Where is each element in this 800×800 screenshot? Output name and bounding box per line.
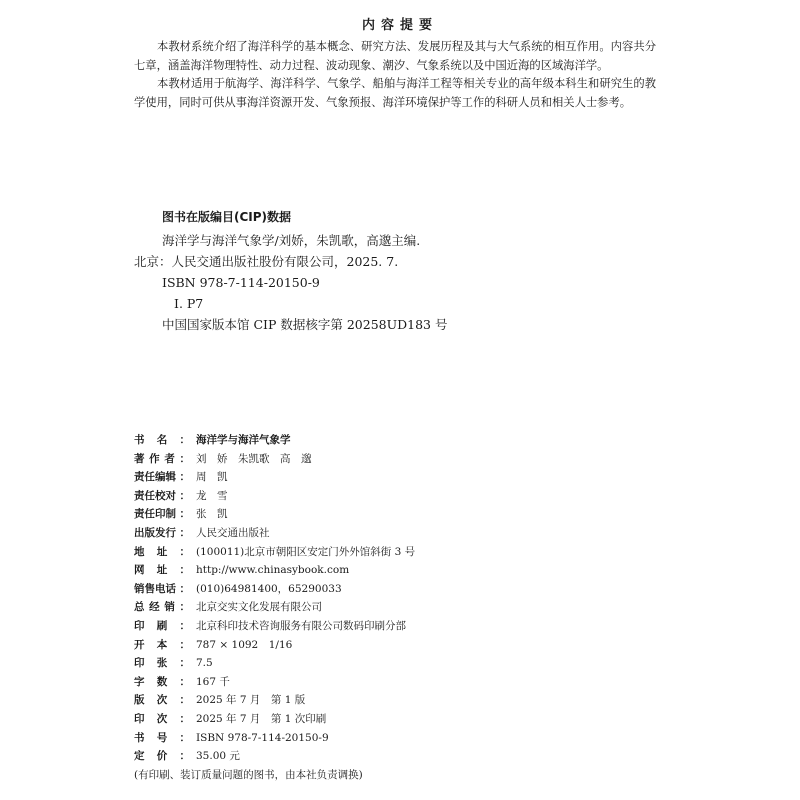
colophon-label: [134, 450, 192, 469]
cip-publisher-line: 北京：人民交通出版社股份有限公司，2025. 7.: [134, 254, 399, 269]
colophon-value: 海洋学与海洋气象学: [196, 434, 291, 446]
colophon-value: 7.5: [196, 657, 213, 670]
cip-isbn-line: ISBN 978-7-114-20150-9: [162, 275, 320, 290]
colophon-label: [134, 543, 192, 562]
cip-title-line: 海洋学与海洋气象学/刘娇，朱凯歌，高邈主编.: [162, 233, 421, 248]
colophon-label: [134, 487, 192, 506]
colophon-value: 周 凯: [196, 471, 228, 484]
colophon-label-part: 开: [134, 638, 145, 651]
colophon-label-part: 本: [156, 638, 168, 651]
colophon-label-part: 作: [149, 452, 160, 465]
colophon-row: [134, 561, 694, 580]
colophon-label-part: 刷: [156, 619, 168, 632]
colophon-label-colon: ：: [179, 619, 190, 632]
colophon-row: [134, 468, 694, 487]
colophon-row: [134, 729, 694, 748]
colophon-label: [134, 747, 192, 766]
colophon-value: 787 × 1092 1/16: [196, 638, 293, 651]
colophon-value: 北京科印技术咨询服务有限公司数码印刷分部: [196, 619, 406, 632]
colophon-label-part: 次: [156, 712, 168, 725]
colophon-label-colon: ：: [179, 712, 190, 725]
colophon: [134, 431, 694, 784]
quality-note: (有印刷、装订质量问题的图书，由本社负责调换): [134, 768, 363, 781]
colophon-value: 35.00 元: [196, 750, 240, 763]
colophon-label-part: 责任印制: [134, 508, 176, 521]
colophon-label-part: 址: [156, 564, 168, 577]
colophon-label: [134, 468, 192, 487]
colophon-value: (100011)北京市朝阳区安定门外外馆斜街 3 号: [196, 545, 416, 558]
colophon-label: [134, 710, 192, 729]
colophon-label-colon: ：: [179, 545, 190, 558]
summary-paragraph: 本教材系统介绍了海洋科学的基本概念、研究方法、发展历程及其与大气系统的相互作用。内容共分七章，涵盖海洋物理特性、动力过程、波动现象、潮汐、气象系统以及中国近海的区域海洋学。: [134, 40, 656, 72]
colophon-label-colon: ：: [179, 657, 190, 670]
colophon-row: [134, 710, 694, 729]
colophon-value: 2025 年 7 月 第 1 次印刷: [196, 712, 327, 725]
colophon-label: [134, 636, 192, 655]
colophon-label-part: 总: [134, 601, 145, 614]
summary-paragraph: 本教材适用于航海学、海洋科学、气象学、船舶与海洋工程等相关专业的高年级本科生和研究生的教学使用，同时可供从事海洋资源开发、气象预报、海洋环境保护等工作的科研人员和相关人士参考。: [134, 77, 656, 109]
colophon-label-part: 名: [156, 434, 168, 446]
colophon-value: (010)64981400，65290033: [196, 582, 342, 595]
colophon-row: [134, 617, 694, 636]
colophon-label-part: 销售电话: [134, 582, 176, 595]
colophon-label-colon: ：: [179, 434, 190, 446]
cip-data-block: [134, 230, 674, 335]
colophon-value: http://www.chinasybook.com: [196, 564, 350, 577]
colophon-label-colon: ：: [179, 452, 190, 465]
colophon-row: [134, 673, 694, 692]
colophon-label-part: 印: [134, 712, 145, 725]
colophon-label-part: 定: [134, 750, 145, 763]
colophon-label-colon: ：: [179, 638, 190, 651]
colophon-label: [134, 524, 192, 543]
summary-title: 内容提要: [361, 18, 438, 33]
colophon-label-colon: ：: [179, 471, 190, 484]
colophon-label-colon: ：: [179, 489, 190, 502]
colophon-row: [134, 636, 694, 655]
colophon-label-colon: ：: [179, 694, 190, 707]
colophon-label-part: 字: [134, 675, 145, 688]
colophon-label-part: 数: [156, 675, 168, 688]
colophon-label: [134, 598, 192, 617]
colophon-label-part: 责任校对: [134, 489, 176, 502]
colophon-value: 167 千: [196, 675, 230, 688]
colophon-label-part: 张: [156, 657, 168, 670]
colophon-label: [134, 505, 192, 524]
colophon-row: [134, 524, 694, 543]
colophon-rows: [134, 431, 694, 766]
colophon-label-part: 号: [156, 731, 168, 744]
colophon-label-colon: ：: [179, 750, 190, 763]
colophon-label: [134, 617, 192, 636]
colophon-label-part: 印: [134, 619, 145, 632]
colophon-value: 张 凯: [196, 508, 228, 521]
colophon-label-part: 出版发行: [134, 526, 176, 539]
colophon-row: [134, 487, 694, 506]
colophon-row: [134, 505, 694, 524]
colophon-value: 龙 雪: [196, 489, 228, 502]
colophon-label: [134, 431, 192, 450]
colophon-label-part: 次: [156, 694, 168, 707]
colophon-label: [134, 654, 192, 673]
colophon-label-part: 书: [134, 731, 145, 744]
colophon-row: [134, 543, 694, 562]
colophon-label: [134, 561, 192, 580]
colophon-label-colon: ：: [179, 508, 190, 521]
colophon-label-part: 址: [156, 545, 168, 558]
colophon-label: [134, 673, 192, 692]
colophon-label-part: 销: [164, 601, 175, 614]
colophon-label-colon: ：: [179, 731, 190, 744]
colophon-label-part: 书: [134, 434, 145, 446]
cip-heading: 图书在版编目(CIP)数据: [162, 210, 292, 224]
colophon-label-part: 价: [156, 750, 168, 763]
colophon-row: [134, 431, 694, 450]
colophon-label-part: 著: [134, 452, 145, 465]
colophon-value: 刘 娇 朱凯歌 高 邈: [196, 452, 312, 465]
colophon-row: [134, 580, 694, 599]
colophon-label: [134, 691, 192, 710]
colophon-label-part: 印: [134, 657, 145, 670]
colophon-row: [134, 450, 694, 469]
colophon-value: 2025 年 7 月 第 1 版: [196, 694, 306, 707]
colophon-label-part: 者: [164, 452, 175, 465]
cip-class-line: Ⅰ. P7: [174, 296, 204, 311]
colophon-label-part: 版: [134, 694, 145, 707]
colophon-row: [134, 654, 694, 673]
colophon-label: [134, 729, 192, 748]
colophon-row: [134, 598, 694, 617]
cip-record-line: 中国国家版本馆 CIP 数据核字第 20258UD183 号: [162, 317, 448, 332]
colophon-label: [134, 580, 192, 599]
colophon-label-colon: ：: [179, 526, 190, 539]
colophon-label-part: 责任编辑: [134, 471, 176, 484]
colophon-label-colon: ：: [179, 675, 190, 688]
colophon-label-part: 地: [134, 545, 145, 558]
colophon-label-part: 网: [134, 564, 145, 577]
colophon-value: 北京交实文化发展有限公司: [196, 601, 322, 614]
colophon-label-colon: ：: [179, 601, 190, 614]
colophon-value: 人民交通出版社: [196, 526, 270, 539]
colophon-row: [134, 691, 694, 710]
colophon-label-part: 经: [149, 601, 160, 614]
colophon-row: [134, 747, 694, 766]
colophon-label-colon: ：: [179, 564, 190, 577]
summary-body: [134, 38, 656, 112]
colophon-label-colon: ：: [179, 582, 190, 595]
colophon-value: ISBN 978-7-114-20150-9: [196, 731, 329, 744]
